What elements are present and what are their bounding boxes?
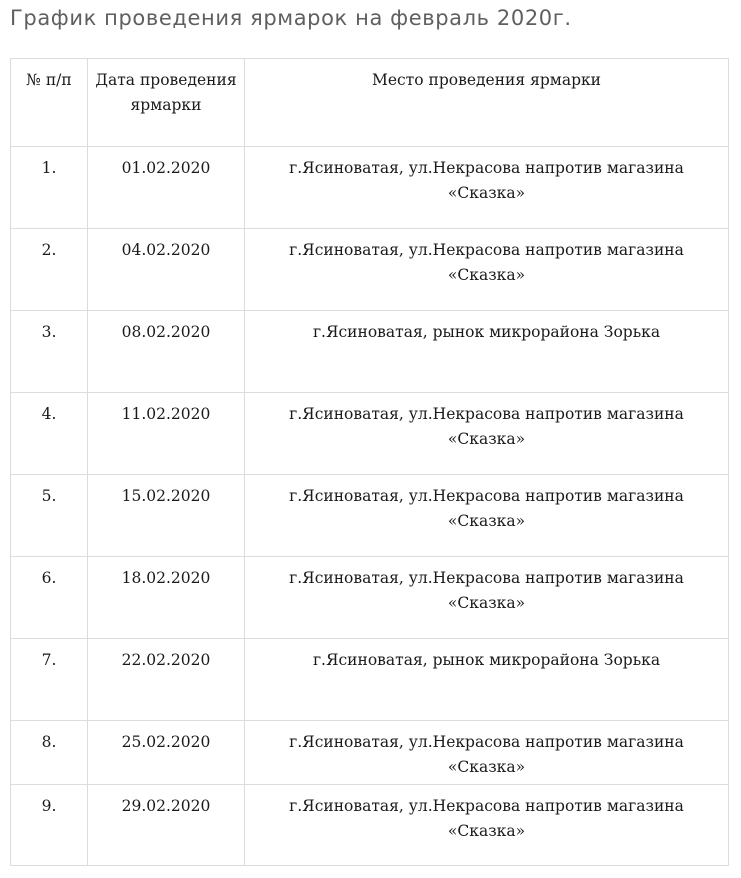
row-date: 04.02.2020 — [88, 229, 245, 311]
row-date: 08.02.2020 — [88, 311, 245, 393]
row-date: 01.02.2020 — [88, 147, 245, 229]
row-place: г.Ясиноватая, ул.Некрасова напротив магазина «Сказка» — [245, 229, 729, 311]
row-place: г.Ясиноватая, ул.Некрасова напротив магазина «Сказка» — [245, 721, 729, 785]
row-place: г.Ясиноватая, рынок микрорайона Зорька — [245, 311, 729, 393]
table-row — [11, 475, 729, 557]
row-place: г.Ясиноватая, рынок микрорайона Зорька — [245, 639, 729, 721]
table-header-row — [11, 59, 729, 147]
row-place: г.Ясиноватая, ул.Некрасова напротив магазина «Сказка» — [245, 785, 729, 866]
row-number: 1. — [11, 147, 88, 229]
row-date: 11.02.2020 — [88, 393, 245, 475]
table-row — [11, 639, 729, 721]
row-date: 25.02.2020 — [88, 721, 245, 785]
table-row — [11, 229, 729, 311]
row-place: г.Ясиноватая, ул.Некрасова напротив магазина «Сказка» — [245, 475, 729, 557]
row-place: г.Ясиноватая, ул.Некрасова напротив магазина «Сказка» — [245, 557, 729, 639]
row-number: 3. — [11, 311, 88, 393]
row-number: 6. — [11, 557, 88, 639]
row-number: 8. — [11, 721, 88, 785]
row-number: 9. — [11, 785, 88, 866]
header-number: № п/п — [11, 59, 88, 147]
row-number: 4. — [11, 393, 88, 475]
page-title: График проведения ярмарок на февраль 2020г. — [10, 6, 572, 30]
row-date: 18.02.2020 — [88, 557, 245, 639]
table-row — [11, 311, 729, 393]
row-number: 2. — [11, 229, 88, 311]
row-place: г.Ясиноватая, ул.Некрасова напротив магазина «Сказка» — [245, 393, 729, 475]
row-date: 22.02.2020 — [88, 639, 245, 721]
table-row — [11, 147, 729, 229]
header-date: Дата проведения ярмарки — [88, 59, 245, 147]
row-number: 7. — [11, 639, 88, 721]
table-row — [11, 393, 729, 475]
table-row — [11, 785, 729, 866]
fair-schedule-table — [10, 58, 729, 866]
row-date: 15.02.2020 — [88, 475, 245, 557]
row-date: 29.02.2020 — [88, 785, 245, 866]
header-place: Место проведения ярмарки — [245, 59, 729, 147]
row-place: г.Ясиноватая, ул.Некрасова напротив магазина «Сказка» — [245, 147, 729, 229]
table-row — [11, 557, 729, 639]
table-row — [11, 721, 729, 785]
row-number: 5. — [11, 475, 88, 557]
